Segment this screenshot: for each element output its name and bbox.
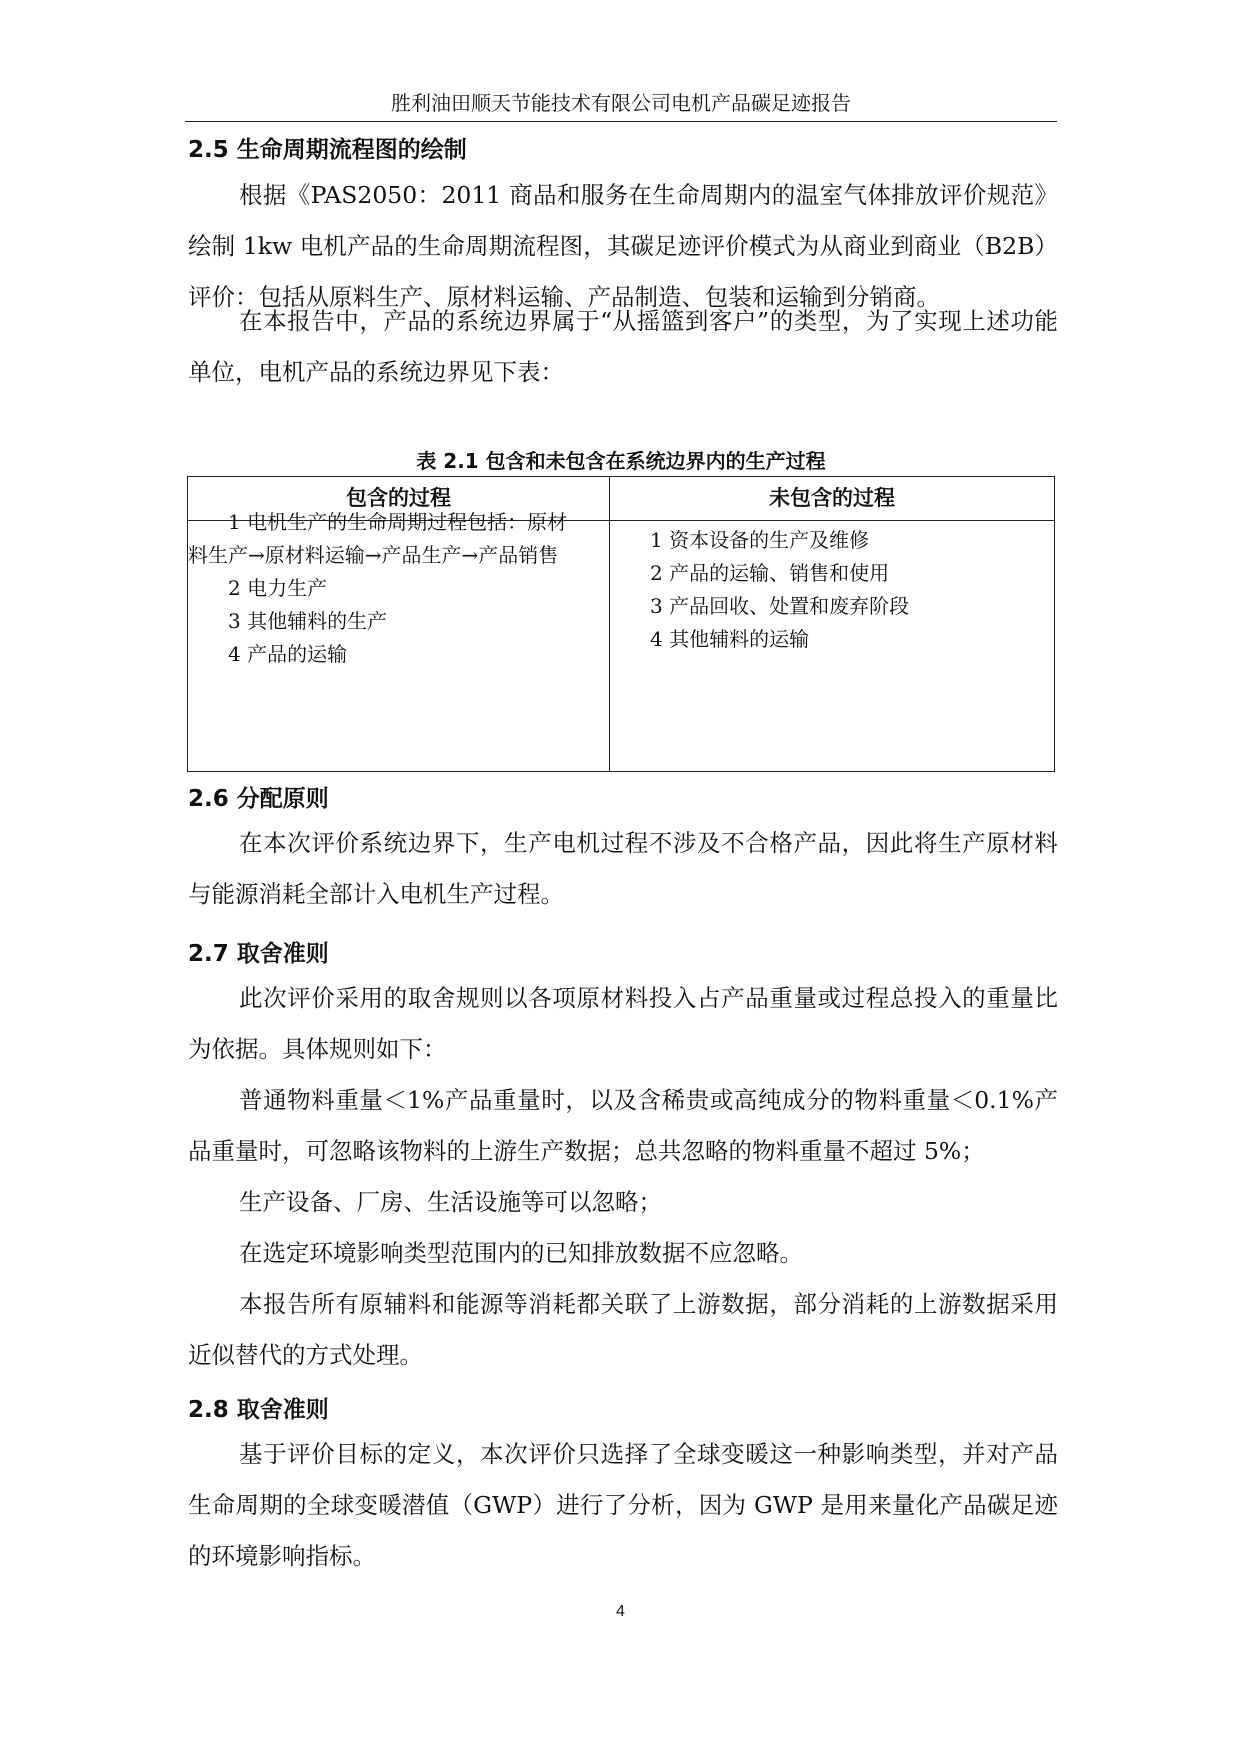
excluded-item-3: 3 产品回收、处置和废弃阶段	[650, 594, 910, 618]
paragraph-2-5-1: 根据《PAS2050：2011 商品和服务在生命周期内的温室气体排放评价规范》绘制 1kw 电机产品的生命周期流程图，其碳足迹评价模式为从商业到商业（B2B）评价：包括从原料生产、原材料运输、产品制造、包装和运输到分销商。	[188, 181, 1058, 311]
excluded-item-2: 2 产品的运输、销售和使用	[650, 561, 890, 585]
included-item-2: 2 电力生产	[228, 576, 328, 600]
excluded-item-4: 4 其他辅料的运输	[650, 627, 810, 651]
included-item-3: 3 其他辅料的生产	[228, 609, 388, 633]
paragraph-2-7-3: 生产设备、厂房、生活设施等可以忽略；	[239, 1188, 662, 1216]
included-item-4: 4 产品的运输	[228, 642, 348, 666]
included-item-1-cont: 料生产→原材料运输→产品生产→产品销售	[188, 543, 559, 567]
running-header: 胜利油田顺天节能技术有限公司电机产品碳足迹报告	[391, 91, 851, 115]
excluded-item-1: 1 资本设备的生产及维修	[650, 528, 870, 552]
paragraph-2-5-2: 在本报告中，产品的系统边界属于“从摇篮到客户”的类型，为了实现上述功能单位，电机产品的系统边界见下表：	[188, 307, 1058, 386]
table-column-divider	[609, 477, 610, 771]
paragraph-2-7-5: 本报告所有原辅料和能源等消耗都关联了上游数据，部分消耗的上游数据采用近似替代的方式处理。	[188, 1290, 1058, 1369]
table-caption: 表 2.1 包含和未包含在系统边界内的生产过程	[416, 449, 826, 473]
section-heading-2-8: 2.8 取舍准则	[188, 1397, 329, 1423]
paragraph-2-7-2: 普通物料重量＜1%产品重量时，以及含稀贵或高纯成分的物料重量＜0.1%产品重量时，可忽略该物料的上游生产数据；总共忽略的物料重量不超过 5%；	[188, 1086, 1058, 1165]
paragraph-2-6-1: 在本次评价系统边界下，生产电机过程不涉及不合格产品，因此将生产原材料与能源消耗全部计入电机生产过程。	[188, 829, 1058, 908]
section-heading-2-7: 2.7 取舍准则	[188, 941, 329, 967]
paragraph-2-7-1: 此次评价采用的取舍规则以各项原材料投入占产品重量或过程总投入的重量比为依据。具体规则如下：	[188, 984, 1058, 1063]
table-header-excluded: 未包含的过程	[769, 486, 895, 510]
paragraph-2-7-4: 在选定环境影响类型范围内的已知排放数据不应忽略。	[239, 1239, 803, 1267]
table-header-included: 包含的过程	[346, 486, 451, 510]
page-number: 4	[616, 1603, 625, 1620]
section-heading-2-6: 2.6 分配原则	[188, 786, 329, 812]
section-heading-2-5: 2.5 生命周期流程图的绘制	[188, 137, 467, 163]
paragraph-2-8-1: 基于评价目标的定义，本次评价只选择了全球变暖这一种影响类型，并对产品生命周期的全球变暖潜值（GWP）进行了分析，因为 GWP 是用来量化产品碳足迹的环境影响指标。	[188, 1440, 1058, 1570]
included-item-1: 1 电机生产的生命周期过程包括：原材	[228, 510, 568, 534]
header-rule	[185, 121, 1057, 122]
